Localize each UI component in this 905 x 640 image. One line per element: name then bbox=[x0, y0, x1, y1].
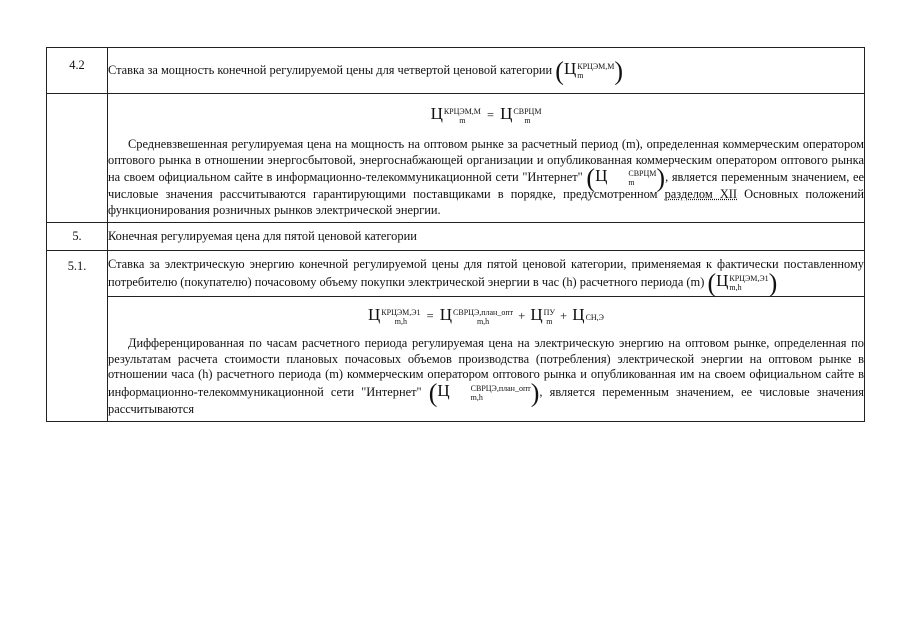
row-number: 4.2 bbox=[47, 48, 108, 94]
row-description: Ставка за мощность конечной регулируемой цены для четвертой ценовой категории (Ц КРЦЭМ,М m ) bbox=[108, 48, 865, 94]
table-row bbox=[47, 296, 865, 421]
formula: Ц КРЦЭМ,М m = Ц СВРЦМ m bbox=[430, 104, 542, 126]
table-row bbox=[47, 251, 865, 297]
row-number: 5. bbox=[47, 223, 108, 251]
row-description: Конечная регулируемая цена для пятой ценовой категории bbox=[108, 223, 865, 251]
symbol-sup: КРЦЭМ,М bbox=[577, 62, 615, 72]
symbol-sub: m bbox=[577, 71, 584, 81]
formula-explanation: Дифференцированная по часам расчетного периода регулируемая цена на электрическую энергию на оптовом рынке, определенная по результатам расчета стоимости плановых почасовых объемов производства (потребления) электрической энергии на оптовом рынке в отношении часа (h) расчетного периода (m) коммерческим оператором оптового рынка и опубликованная им на своем официальном сайте в информационно-телекоммуникационной сети "Интернет" (Ц СВРЦЭ,план_опт m,h ), является переменным значением, ее числовые значения рассчитываются bbox=[108, 336, 864, 416]
formula-cell bbox=[108, 94, 865, 223]
formula-cell bbox=[108, 296, 865, 421]
section-link[interactable]: разделом XII bbox=[664, 187, 738, 202]
symbol-letter: Ц bbox=[563, 59, 577, 78]
tariff-table bbox=[46, 47, 865, 422]
table-row bbox=[47, 94, 865, 223]
table-row bbox=[47, 223, 865, 251]
formula: Ц КРЦЭМ,Э1 m,h = Ц СВРЦЭ,план_опт m,h + Ц ПУ m + Ц СН,Э bbox=[368, 304, 604, 327]
row-description: Ставка за электрическую энергию конечной регулируемой цены для пятой ценовой категории, применяемая к фактически поставленному потребителю (покупателю) почасовому объему покупки электрической энергии в час (h) расчетного периода (m) (Ц КРЦЭМ,Э1 m,h ) bbox=[108, 251, 865, 297]
row-number: 5.1. bbox=[47, 251, 108, 422]
table-row bbox=[47, 48, 865, 94]
description-text: Ставка за мощность конечной регулируемой цены для четвертой ценовой категории bbox=[108, 63, 553, 77]
formula-explanation: Средневзвешенная регулируемая цена на мощность на оптовом рынке за расчетный период (m), определенная коммерческим оператором оптового рынка в отношении энергосбытовой, энергоснабжающей организации и опубликованная коммерческим оператором оптового рынка на своем официальном сайте в информационно-телекоммуникационной сети "Интернет" (Ц СВРЦМ m ), является переменным значением, ее числовые значения рассчитываются гарантирующими поставщиками в порядке, предусмотренном разделом XII Основных положений функционирования розничных рынков электрической энергии. bbox=[108, 137, 865, 217]
